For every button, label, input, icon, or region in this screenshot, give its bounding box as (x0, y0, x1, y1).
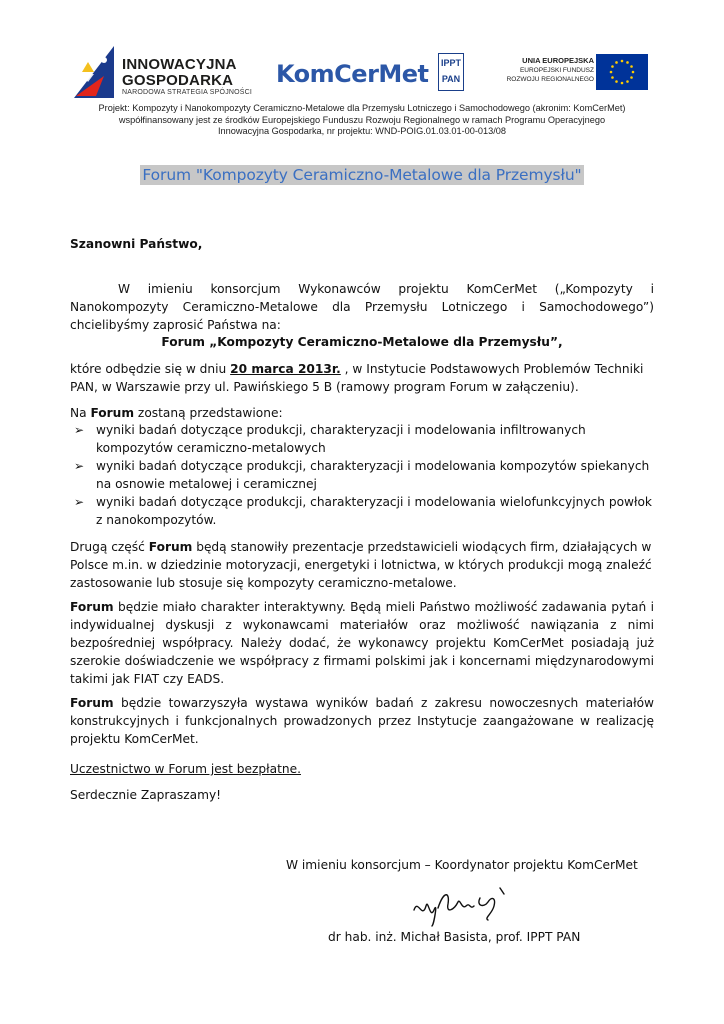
arrowhead-bullet-icon: ➢ (74, 423, 85, 437)
innowacyjna-gospodarka-logo (70, 44, 270, 102)
eu-line-1: UNIA EUROPEJSKA (522, 56, 594, 65)
second-before: Drugą część (70, 540, 149, 554)
topics-list (70, 421, 654, 529)
interactive-paragraph (70, 598, 654, 688)
eu-star-icon (615, 61, 618, 64)
interactive-forum: Forum (70, 600, 114, 614)
list-item (70, 493, 654, 529)
eu-star-icon (611, 65, 614, 68)
eu-logo (498, 54, 658, 94)
eu-line-3: ROZWOJU REGIONALNEGO (506, 76, 594, 83)
second-after: będą stanowiły prezentacje przedstawicieli wiodących firm, działających w Polsce m.in. w dziedzinie motoryzacji, energetyki i lotnictwa, w których produkcji mogą znaleźć zastosowanie lub stosuje się kompozyty ceramiczno-metalowe. (70, 540, 652, 590)
exhibition-forum: Forum (70, 696, 114, 710)
eu-star-icon (626, 80, 629, 83)
eu-star-icon (632, 71, 635, 74)
list-item-text: wyniki badań dotyczące produkcji, charakteryzacji i modelowania infiltrowanych kompozytów ceramiczno-metalowych (96, 423, 586, 455)
lead-after: zostaną przedstawione: (134, 406, 283, 420)
eu-flag-icon (596, 54, 648, 90)
eu-star-icon (621, 82, 624, 85)
list-item (70, 457, 654, 493)
eu-star-icon (611, 76, 614, 79)
lead-line (70, 404, 654, 422)
eu-star-icon (630, 76, 633, 79)
greeting: Szanowni Państwo, (70, 237, 203, 251)
eu-star-icon (621, 60, 624, 63)
date-paragraph (70, 360, 654, 396)
komcermet-wordmark: KomCerMet (276, 60, 429, 88)
list-item-text: wyniki badań dotyczące produkcji, charakteryzacji i modelowania kompozytów spiekanych na osnowie metalowej i ceramicznej (96, 459, 650, 491)
date-text-before: które odbędzie się w dniu (70, 362, 231, 376)
exhibition-paragraph (70, 694, 654, 748)
project-note-line: Projekt: Kompozyty i Nanokompozyty Ceramiczno-Metalowe dla Przemysłu Lotniczego i Samochodowego (akronim: KomCerMet) (98, 103, 626, 113)
exhibition-after: będzie towarzyszyła wystawa wyników badań z zakresu nowoczesnych materiałów konstrukcyjnych i funkcjonalnych prowadzonych przez Instytucje zaangażowane w realizację projektu KomCerMet. (70, 696, 654, 746)
logo-bar (70, 44, 660, 102)
title-wrap (0, 165, 724, 185)
ippt-pan-logo (438, 53, 464, 91)
eu-star-icon (630, 65, 633, 68)
eu-star-icon (615, 80, 618, 83)
ig-line-3: NARODOWA STRATEGIA SPÓJNOŚCI (122, 89, 253, 96)
interactive-after: będzie miało charakter interaktywny. Będą mieli Państwo możliwość zadawania pytań i indywidualnej dyskusji z wykonawcami materiałów oraz możliwość nawiązania z nimi bezpośredniej współpracy. Należy dodać, że wykonawcy projektu KomCerMet posiadają już szerokie doświadczenie we współpracy z firmami polskimi jak i koncernami międzynarodowymi takimi jak FIAT czy EADS. (70, 600, 654, 686)
closing-line: Serdecznie Zapraszamy! (70, 788, 222, 802)
handwritten-signature-icon (404, 880, 534, 930)
ippt-line-2: PAN (441, 74, 461, 84)
second-forum: Forum (148, 540, 193, 554)
list-item-text: wyniki badań dotyczące produkcji, charakteryzacji i modelowania wielofunkcyjnych powłok z nanokompozytów. (96, 495, 652, 527)
lead-forum: Forum (90, 406, 135, 420)
ig-line-2: GOSPODARKA (122, 72, 234, 89)
ippt-line-1: IPPT (440, 58, 461, 68)
arrowhead-bullet-icon: ➢ (74, 459, 85, 473)
arrowhead-bullet-icon: ➢ (74, 495, 85, 509)
ig-line-1: INNOWACYJNA (122, 56, 237, 73)
free-participation-note: Uczestnictwo w Forum jest bezpłatne. (70, 762, 301, 776)
signatory-role: W imieniu konsorcjum – Koordynator projektu KomCerMet (286, 858, 638, 872)
list-item (70, 421, 654, 457)
event-date: 20 marca 2013r. (230, 362, 341, 376)
intro-paragraph: W imieniu konsorcjum Wykonawców projektu KomCerMet („Kompozyty i Nanokompozyty Ceramiczno-Metalowe dla Przemysłu Lotniczego i Samochodowego”) chcielibyśmy zaprosić Państwa na: (70, 282, 654, 332)
komcermet-logo (276, 50, 429, 96)
lead-before: Na (70, 406, 91, 420)
signatory-name: dr hab. inż. Michał Basista, prof. IPPT PAN (328, 930, 581, 944)
project-note-line: Innowacyjna Gospodarka, nr projektu: WND-POIG.01.03.01-00-013/08 (217, 126, 507, 137)
eu-line-2: EUROPEJSKI FUNDUSZ (519, 67, 594, 74)
innowacyjna-gospodarka-emblem-icon (74, 46, 114, 98)
project-note (60, 103, 664, 138)
date-text-after: , w Instytucie Podstawowych Problemów Techniki PAN, w Warszawie przy ul. Pawińskiego 5 B (ramowy program Forum w załączeniu). (70, 362, 644, 394)
project-note-line: współfinansowany jest ze środków Europejskiego Funduszu Rozwoju Regionalnego w ramach Programu Operacyjnego (118, 114, 606, 125)
eu-star-icon (610, 71, 613, 74)
forum-name-line: Forum „Kompozyty Ceramiczno-Metalowe dla Przemysłu”, (161, 335, 563, 349)
eu-star-icon (626, 61, 629, 64)
document-title: Forum "Kompozyty Ceramiczno-Metalowe dla Przemysłu" (142, 166, 582, 184)
second-part-paragraph (70, 538, 654, 592)
